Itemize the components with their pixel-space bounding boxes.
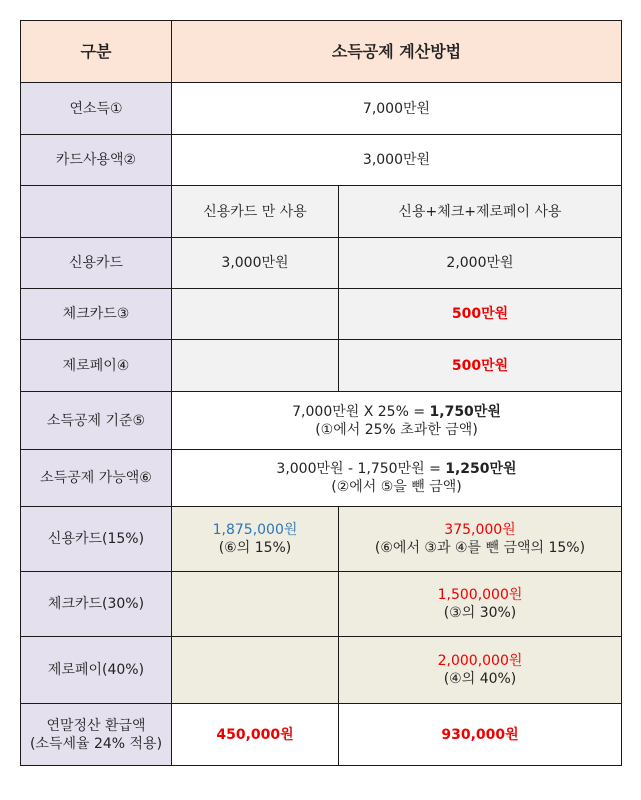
credit15-note-b: (⑥에서 ③과 ④를 뺀 금액의 15%) <box>374 540 586 556</box>
income-value: 7,000만원 <box>172 83 622 135</box>
deductible-formula-line <box>176 460 617 478</box>
zeropay-row <box>21 340 622 392</box>
credit15-row <box>21 507 622 572</box>
threshold-formula: 7,000만원 X 25% = <box>292 403 430 420</box>
zeropay40-note-b: (④의 40%) <box>443 671 517 687</box>
deductible-formula: 3,000만원 - 1,750만원 = <box>276 461 446 477</box>
credit15-label: 신용카드(15%) <box>21 507 172 572</box>
threshold-label: 소득공제 기준⑤ <box>21 392 172 450</box>
refund-value-b: 930,000원 <box>339 704 622 766</box>
deduction-table <box>20 20 622 766</box>
header-method: 소득공제 계산방법 <box>172 21 622 83</box>
credit-row <box>21 238 622 289</box>
zeropay40-cell-a <box>172 637 339 704</box>
subheader-row <box>21 186 622 238</box>
deductible-result: 1,250만원 <box>445 461 517 477</box>
deductible-row <box>21 450 622 507</box>
threshold-note: (①에서 25% 초과한 금액) <box>315 421 478 438</box>
refund-label <box>21 704 172 766</box>
card-usage-value: 3,000만원 <box>172 135 622 186</box>
zeropay-label: 제로페이④ <box>21 340 172 392</box>
check-label: 체크카드③ <box>21 289 172 340</box>
credit15-note-a: (⑥의 15%) <box>218 540 292 556</box>
check30-label: 체크카드(30%) <box>21 572 172 637</box>
check30-value-b: 1,500,000원 <box>437 587 523 603</box>
income-label: 연소득① <box>21 83 172 135</box>
deductible-label: 소득공제 가능액⑥ <box>21 450 172 507</box>
deductible-cell <box>172 450 622 507</box>
credit15-value-b: 375,000원 <box>444 522 516 538</box>
header-row <box>21 21 622 83</box>
credit-value-a: 3,000만원 <box>172 238 339 289</box>
zeropay-value-a <box>172 340 339 392</box>
income-row <box>21 83 622 135</box>
subheader-empty <box>21 186 172 238</box>
threshold-formula-line <box>176 403 617 421</box>
threshold-row <box>21 392 622 450</box>
check-row <box>21 289 622 340</box>
threshold-result: 1,750만원 <box>429 403 501 420</box>
check30-cell-b <box>339 572 622 637</box>
zeropay-value-b: 500만원 <box>339 340 622 392</box>
refund-label-line2: (소득세율 24% 적용) <box>29 735 163 752</box>
threshold-cell <box>172 392 622 450</box>
credit15-cell-a <box>172 507 339 572</box>
deductible-note: (②에서 ⑤을 뺀 금액) <box>331 479 462 495</box>
subheader-credit-only: 신용카드 만 사용 <box>172 186 339 238</box>
check-value-b: 500만원 <box>339 289 622 340</box>
check30-cell-a <box>172 572 339 637</box>
credit-value-b: 2,000만원 <box>339 238 622 289</box>
refund-row <box>21 704 622 766</box>
credit-label: 신용카드 <box>21 238 172 289</box>
check-value-a <box>172 289 339 340</box>
zeropay40-row <box>21 637 622 704</box>
refund-label-line1: 연말정산 환급액 <box>46 717 146 734</box>
zeropay40-cell-b <box>339 637 622 704</box>
refund-value-a: 450,000원 <box>172 704 339 766</box>
check30-note-b: (③의 30%) <box>443 605 517 621</box>
credit15-cell-b <box>339 507 622 572</box>
check30-row <box>21 572 622 637</box>
card-usage-row <box>21 135 622 186</box>
credit15-value-a: 1,875,000원 <box>212 522 298 538</box>
header-category: 구분 <box>21 21 172 83</box>
zeropay40-value-b: 2,000,000원 <box>437 653 523 669</box>
subheader-mixed: 신용+체크+제로페이 사용 <box>339 186 622 238</box>
card-usage-label: 카드사용액② <box>21 135 172 186</box>
zeropay40-label: 제로페이(40%) <box>21 637 172 704</box>
